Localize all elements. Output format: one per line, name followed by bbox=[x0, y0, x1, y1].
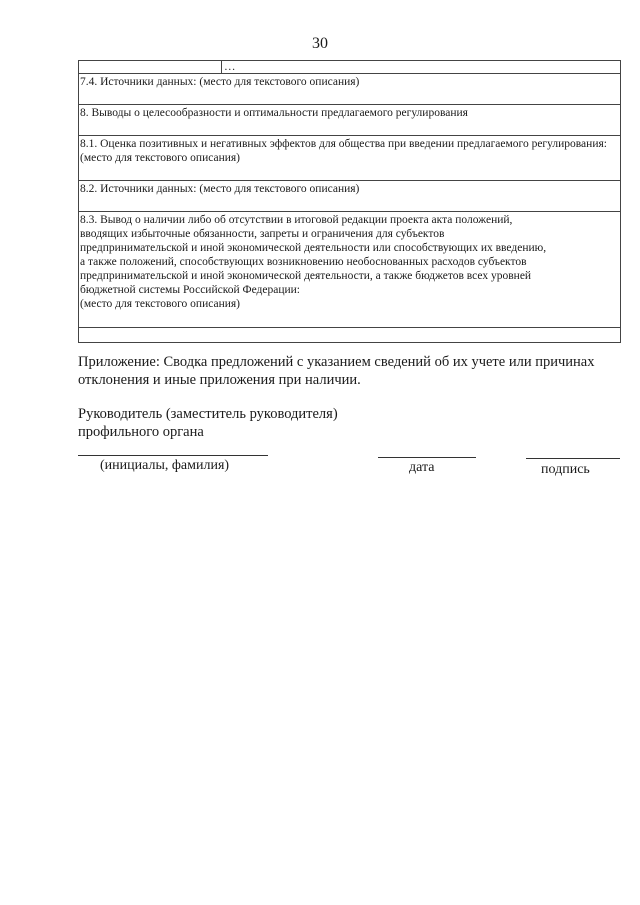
form-table bbox=[78, 60, 621, 343]
date-signature-line bbox=[378, 457, 476, 458]
appendix-text: Приложение: Сводка предложений с указанием сведений об их учете или причинах отклонения и иные приложения при наличии. bbox=[78, 354, 595, 388]
table-cell-empty bbox=[79, 61, 222, 74]
page-number: 30 bbox=[312, 35, 328, 52]
row-8-3-line: бюджетной системы Российской Федерации: bbox=[80, 284, 300, 296]
date-label: дата bbox=[409, 460, 435, 475]
name-label: (инициалы, фамилия) bbox=[100, 458, 230, 473]
table-row-8-3 bbox=[79, 212, 621, 328]
table-row-end bbox=[79, 328, 621, 343]
table-cell-8: 8. Выводы о целесообразности и оптимальности предлагаемого регулирования bbox=[79, 105, 621, 136]
table-cell-8-3 bbox=[79, 212, 621, 328]
name-signature-line bbox=[78, 455, 268, 456]
row-8-3-line: вводящих избыточные обязанности, запреты и ограничения для субъектов bbox=[80, 228, 445, 240]
table-row-7-4 bbox=[79, 74, 621, 105]
head-title-line2: профильного органа bbox=[78, 424, 204, 440]
table-cell-empty bbox=[79, 328, 621, 343]
sign-label: подпись bbox=[541, 462, 590, 477]
table-row-8-1 bbox=[79, 136, 621, 181]
table-cell-8-1: 8.1. Оценка позитивных и негативных эффектов для общества при введении предлагаемого регулирования: (место для текстового описания) bbox=[79, 136, 621, 181]
row-8-3-line: предпринимательской и иной экономической деятельности, а также бюджетов всех уровней bbox=[80, 270, 532, 282]
table-row-continuation bbox=[79, 61, 621, 74]
table-cell-8-2: 8.2. Источники данных: (место для текстового описания) bbox=[79, 181, 621, 212]
row-8-3-line: 8.3. Вывод о наличии либо об отсутствии в итоговой редакции проекта акта положений, bbox=[80, 214, 513, 226]
head-title-line1: Руководитель (заместитель руководителя) bbox=[78, 406, 338, 422]
table-cell-7-4: 7.4. Источники данных: (место для текстового описания) bbox=[79, 74, 621, 105]
row-8-3-line: (место для текстового описания) bbox=[80, 298, 241, 310]
sign-signature-line bbox=[526, 458, 620, 459]
row-8-3-line: предпринимательской и иной экономической деятельности или способствующих их введению, bbox=[80, 242, 547, 254]
table-row-8-2 bbox=[79, 181, 621, 212]
table-row-8 bbox=[79, 105, 621, 136]
row-8-3-line: а также положений, способствующих возникновению необоснованных расходов субъектов bbox=[80, 256, 527, 268]
head-title bbox=[78, 405, 398, 441]
table-cell-ellipsis: … bbox=[222, 61, 621, 74]
